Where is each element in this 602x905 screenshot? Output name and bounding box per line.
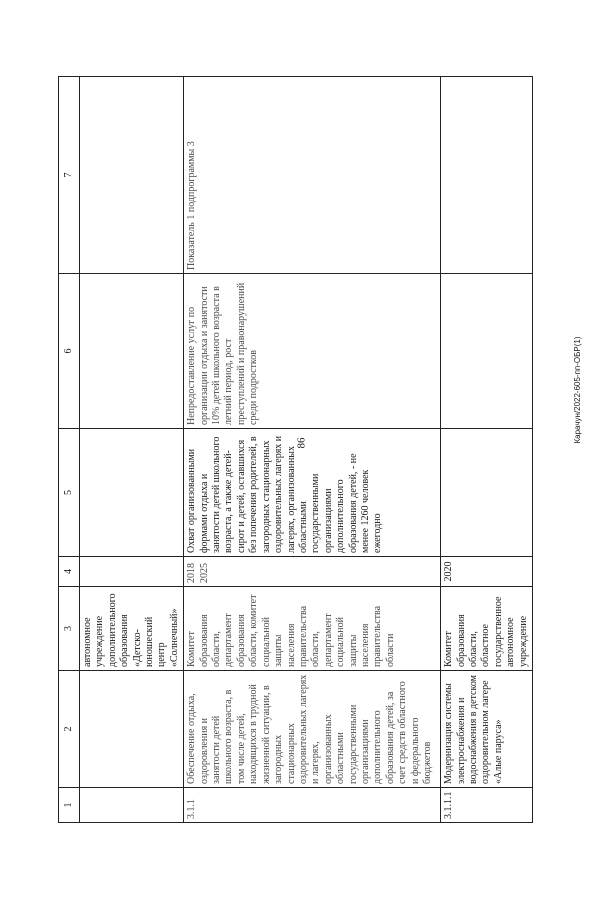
header-col-7: 7 — [59, 77, 80, 274]
cell-indicator — [441, 77, 533, 274]
header-col-4: 4 — [59, 557, 80, 587]
cell-result: Охват организованными формами отдыха и занятости детей школьного возраста, а также детей-сирот и детей, оставшихся без попечения родителей, в загородных стационарных оздоровительных лагерях и лагерях, организованных областными государственными организациями дополнительного образования детей, - не менее 1260 человек ежегодно — [184, 429, 441, 557]
table-row-continuation — [80, 77, 184, 823]
cell-number: 3.1.1 — [184, 788, 441, 823]
cell-activity: Модернизация системы электроснабжения и водоснабжения в детском оздоровительном лагере «Алые паруса» — [441, 671, 533, 788]
cell-executor: Комитет образования области, департамент образования области, комитет социальной защиты населения правительства области, департамент социальной защиты населения правительства области — [184, 587, 441, 671]
rotated-table-container — [58, 77, 529, 823]
page-number: 86 — [295, 437, 308, 449]
document-code: Карачун/2022-605-пп-ОБР(1) — [573, 336, 582, 444]
header-col-1: 1 — [59, 788, 80, 823]
header-col-2: 2 — [59, 671, 80, 788]
header-col-6: 6 — [59, 274, 80, 429]
table-row-3-1-1-1 — [441, 77, 533, 823]
cell-result — [441, 429, 533, 557]
header-row — [59, 77, 80, 823]
cell-indicator: Показатель 1 подпрограммы 3 — [184, 77, 441, 274]
table-row-3-1-1 — [184, 77, 441, 823]
cell-consequences — [441, 274, 533, 429]
header-col-5: 5 — [59, 429, 80, 557]
cell-number: 3.1.1.1 — [441, 788, 533, 823]
cell-executor: Комитет образования области, областное государственное автономное учреждение — [441, 587, 533, 671]
cell-executor-continued: автономное учреждение дополнительного образования «Детско-юношеский центр «Солнечный» — [80, 587, 184, 671]
program-table — [58, 76, 533, 823]
cell-years — [184, 557, 441, 587]
cell-consequences: Непредоставление услуг по организации отдыха и занятости 10% детей школьного возраста в летний период, рост преступлений и правонарушений среди подростков — [184, 274, 441, 429]
year-start: 2018 — [186, 563, 198, 583]
year-end: 2025 — [198, 563, 210, 583]
cell-years: 2020 — [441, 557, 533, 587]
header-col-3: 3 — [59, 587, 80, 671]
cell-activity: Обеспечение отдыха, оздоровления и занятости детей школьного возраста, в том числе детей, находящихся в трудной жизненной ситуации, в загородных стационарных оздоровительных лагерях и лагерях, организованных областными государственными организациями дополнительного образования детей, за счет средств областного и федерального бюджетов — [184, 671, 441, 788]
